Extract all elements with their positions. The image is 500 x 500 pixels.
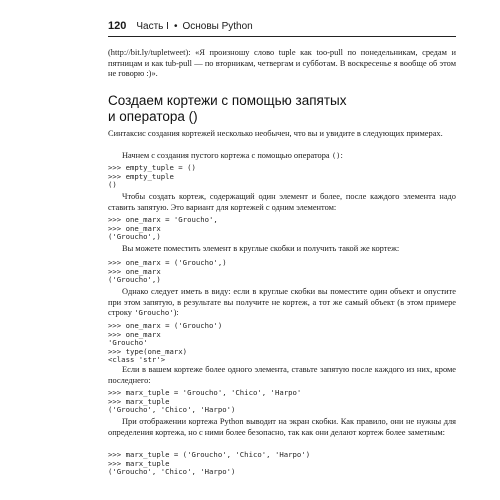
paragraph-text: Вы можете поместить элемент в круглые скобки и получить такой же кортеж: bbox=[122, 244, 400, 253]
code-listing: >>> marx_tuple = 'Groucho', 'Chico', 'Harpo' >>> marx_tuple ('Groucho', 'Chico', 'Harpo') bbox=[108, 388, 302, 415]
inline-code: 'Groucho' bbox=[134, 308, 174, 318]
paragraph-7 bbox=[108, 417, 456, 438]
paragraph-1 bbox=[108, 129, 456, 140]
code-block-1 bbox=[108, 164, 456, 190]
paragraph-text: Синтаксис создания кортежей несколько необычен, что вы и увидите в следующих примерах. bbox=[108, 129, 443, 138]
code-block-2 bbox=[108, 216, 456, 242]
header-separator: • bbox=[173, 20, 178, 32]
section-title-line2: и оператора () bbox=[108, 109, 198, 124]
paragraph-3 bbox=[108, 192, 456, 213]
paragraph-text: Чтобы создать кортеж, содержащий один элемент и более, после каждого элемента надо ставить запятую. Это вариант для кортежей с одним элементом: bbox=[108, 192, 456, 212]
paragraph-4 bbox=[108, 244, 456, 255]
code-listing: >>> one_marx = 'Groucho', >>> one_marx ('Groucho',) bbox=[108, 215, 218, 242]
page-number: 120 bbox=[108, 20, 127, 32]
code-block-5 bbox=[108, 389, 456, 415]
code-listing: >>> one_marx = ('Groucho',) >>> one_marx ('Groucho',) bbox=[108, 258, 227, 285]
code-block-3 bbox=[108, 259, 456, 285]
intro-text: : «Я произношу слово tuple как too-pull по понедельникам, средам и пятницам и как tub-pull — по вторникам, четвергам и субботам. В воскресенье я вообще об этом не говорю :)». bbox=[108, 48, 456, 79]
paragraph-text: : bbox=[340, 151, 343, 160]
code-listing: >>> one_marx = ('Groucho') >>> one_marx 'Groucho' >>> type(one_marx) <class 'str'> bbox=[108, 321, 223, 365]
code-block-4 bbox=[108, 322, 456, 365]
paragraph-text: ): bbox=[173, 308, 179, 318]
section-title-line1: Создаем кортежи с помощью запятых bbox=[108, 93, 347, 108]
code-listing: >>> marx_tuple = ('Groucho', 'Chico', 'Harpo') >>> marx_tuple ('Groucho', 'Chico', 'Harpo') bbox=[108, 450, 311, 477]
header-rule bbox=[108, 36, 456, 37]
paragraph-5 bbox=[108, 287, 456, 319]
running-header bbox=[108, 18, 440, 34]
paragraph-text: Однако следует иметь в виду: если в круглые скобки вы поместите один объект и опустите при этом запятую, в результате вы получите не кортеж, а тот же самый объект (в этом примере строку bbox=[108, 287, 456, 318]
paragraph-2 bbox=[108, 151, 456, 162]
tweet-link[interactable]: (http://bit.ly/tupletweet) bbox=[108, 48, 189, 57]
code-block-6 bbox=[108, 451, 456, 477]
section-heading bbox=[108, 93, 456, 125]
chapter-title: Основы Python bbox=[182, 20, 253, 32]
paragraph-6 bbox=[108, 365, 456, 386]
paragraph-text: При отображении кортежа Python выводит на экран скобки. Как правило, они не нужны для определения кортежа, но с ними более безопасно, так как они делают кортеж более заметным: bbox=[108, 417, 456, 437]
paragraph-text: Если в вашем кортеже более одного элемента, ставьте запятую после каждого из них, кроме последнего: bbox=[108, 365, 456, 385]
intro-paragraph bbox=[108, 48, 456, 80]
paragraph-text: Начнем с создания пустого кортежа с помощью оператора bbox=[122, 151, 332, 160]
code-listing: >>> empty_tuple = () >>> empty_tuple () bbox=[108, 163, 196, 190]
part-label: Часть I bbox=[136, 20, 169, 32]
inline-code: () bbox=[331, 151, 341, 160]
